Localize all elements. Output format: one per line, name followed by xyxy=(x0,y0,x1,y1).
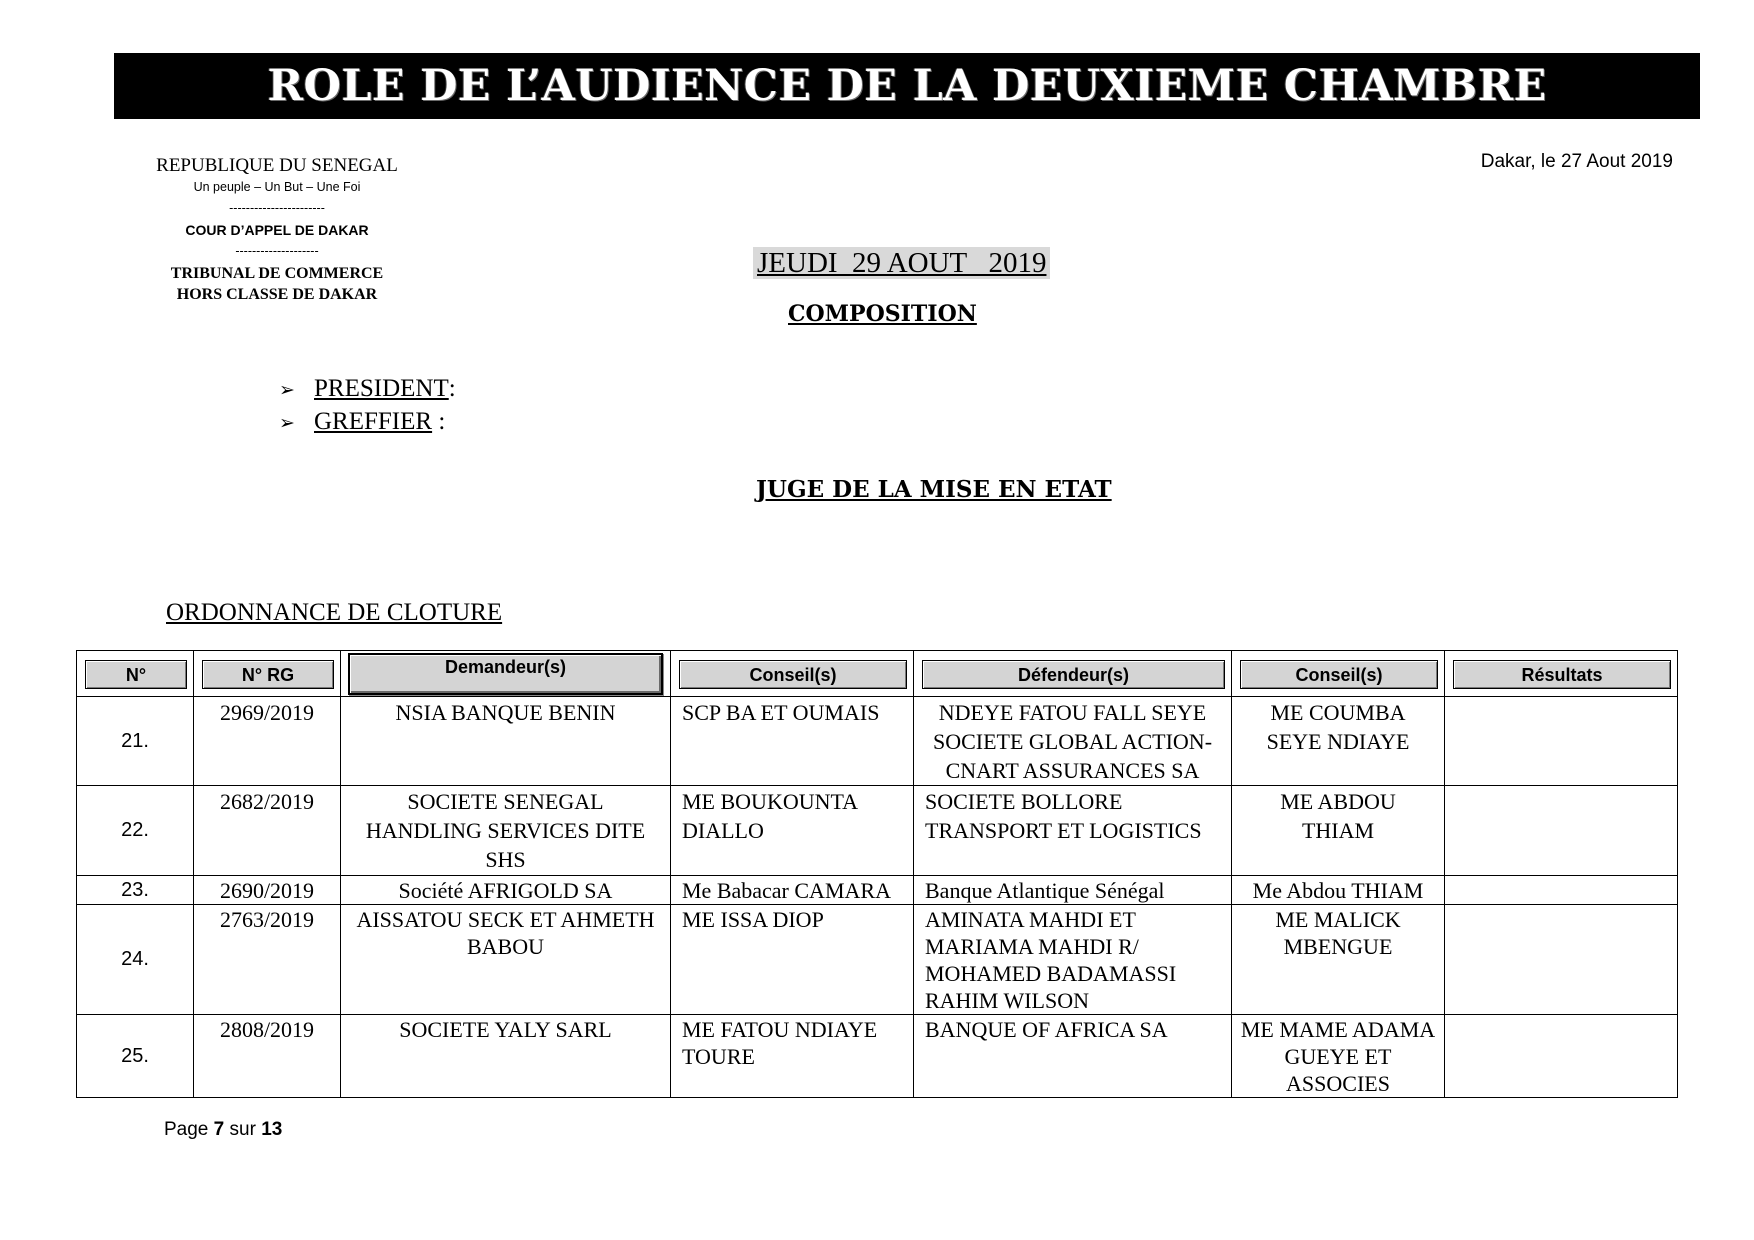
conseil-demandeur-cell: ME ISSA DIOP xyxy=(671,905,914,1015)
arrowhead-bullet-icon xyxy=(279,377,314,403)
banner-title: ROLE DE L’AUDIENCE DE LA DEUXIEME CHAMBRE xyxy=(267,60,1547,111)
rg-number-cell: 2969/2019 xyxy=(194,697,341,786)
header-cell-resultats xyxy=(1445,651,1678,697)
conseil-defendeur-cell: ME MALICK MBENGUE xyxy=(1232,905,1445,1015)
composition-label: PRESIDENT xyxy=(314,375,449,402)
hearing-date: JEUDI 29 AOUT 2019 xyxy=(753,247,1050,279)
resultats-cell xyxy=(1445,905,1678,1015)
letterhead xyxy=(130,155,424,306)
defendeur-cell: NDEYE FATOU FALL SEYE SOCIETE GLOBAL ACTION- CNART ASSURANCES SA xyxy=(914,697,1232,786)
table-row xyxy=(77,876,1678,905)
current-page-number: 7 xyxy=(213,1119,225,1140)
demandeur-cell: SOCIETE YALY SARL xyxy=(341,1015,671,1098)
letterhead-separator: ----------------------- xyxy=(229,201,325,215)
letterhead-motto: Un peuple – Un But – Une Foi xyxy=(193,179,361,194)
header-cell-defendeur xyxy=(914,651,1232,697)
composition-colon: : xyxy=(448,375,456,402)
page-footer xyxy=(164,1118,282,1142)
row-number-cell: 24. xyxy=(77,905,194,1015)
demandeur-cell: SOCIETE SENEGAL HANDLING SERVICES DITE SHS xyxy=(341,786,671,876)
defendeur-cell: AMINATA MAHDI ET MARIAMA MAHDI R/ MOHAMED BADAMASSI RAHIM WILSON xyxy=(914,905,1232,1015)
header-label-conseil: Conseil(s) xyxy=(679,660,907,689)
header-label-number: N° xyxy=(85,660,187,689)
header-label-defendeur: Défendeur(s) xyxy=(922,660,1225,689)
rg-number-cell: 2690/2019 xyxy=(194,876,341,905)
row-number-cell: 22. xyxy=(77,786,194,876)
resultats-cell xyxy=(1445,697,1678,786)
resultats-cell xyxy=(1445,1015,1678,1098)
rg-number-cell: 2763/2019 xyxy=(194,905,341,1015)
section-heading: ORDONNANCE DE CLOTURE xyxy=(166,599,503,626)
conseil-defendeur-cell: ME ABDOU THIAM xyxy=(1232,786,1445,876)
row-number-cell: 23. xyxy=(77,876,194,905)
letterhead-court: COUR D’APPEL DE DAKAR xyxy=(185,221,369,238)
row-number-cell: 25. xyxy=(77,1015,194,1098)
conseil-defendeur-cell: ME MAME ADAMA GUEYE ET ASSOCIES xyxy=(1232,1015,1445,1098)
letterhead-tribunal-line-1: TRIBUNAL DE COMMERCE xyxy=(170,264,384,282)
conseil-demandeur-cell: SCP BA ET OUMAIS xyxy=(671,697,914,786)
defendeur-cell: Banque Atlantique Sénégal xyxy=(914,876,1232,905)
page-of-label: sur xyxy=(229,1119,256,1140)
conseil-demandeur-cell: ME FATOU NDIAYE TOURE xyxy=(671,1015,914,1098)
composition-item-greffier xyxy=(279,409,456,442)
arrowhead-bullet-icon xyxy=(279,410,314,436)
resultats-cell xyxy=(1445,786,1678,876)
table-header-row xyxy=(77,651,1678,697)
defendeur-cell: BANQUE OF AFRICA SA xyxy=(914,1015,1232,1098)
composition-colon: : xyxy=(432,408,446,435)
hearing-roll-table xyxy=(76,650,1678,1098)
table-row xyxy=(77,786,1678,876)
document-date: Dakar, le 27 Aout 2019 xyxy=(1480,151,1673,172)
rg-number-cell: 2682/2019 xyxy=(194,786,341,876)
conseil-defendeur-cell: ME COUMBA SEYE NDIAYE xyxy=(1232,697,1445,786)
letterhead-republic: REPUBLIQUE DU SENEGAL xyxy=(156,155,398,176)
header-label-conseil: Conseil(s) xyxy=(1240,660,1438,689)
conseil-demandeur-cell: ME BOUKOUNTA DIALLO xyxy=(671,786,914,876)
demandeur-cell: AISSATOU SECK ET AHMETH BABOU xyxy=(341,905,671,1015)
composition-list xyxy=(279,376,456,442)
letterhead-separator: -------------------- xyxy=(235,244,319,258)
header-cell-conseil-defendeur xyxy=(1232,651,1445,697)
table-row xyxy=(77,1015,1678,1098)
row-number-cell: 21. xyxy=(77,697,194,786)
page-label: Page xyxy=(164,1119,209,1140)
title-banner xyxy=(114,53,1700,119)
composition-heading: COMPOSITION xyxy=(788,301,977,327)
header-cell-conseil-demandeur xyxy=(671,651,914,697)
letterhead-tribunal-line-2: HORS CLASSE DE DAKAR xyxy=(176,286,378,303)
total-pages-number: 13 xyxy=(261,1119,283,1140)
demandeur-cell: Société AFRIGOLD SA xyxy=(341,876,671,905)
header-cell-number xyxy=(77,651,194,697)
table-row xyxy=(77,905,1678,1015)
table-row xyxy=(77,697,1678,786)
composition-label: GREFFIER xyxy=(314,408,433,435)
header-label-rg: N° RG xyxy=(202,660,334,689)
resultats-cell xyxy=(1445,876,1678,905)
composition-item-president xyxy=(279,376,456,409)
judge-heading: JUGE DE LA MISE EN ETAT xyxy=(756,476,1112,503)
conseil-demandeur-cell: Me Babacar CAMARA xyxy=(671,876,914,905)
table-body xyxy=(77,697,1678,1098)
header-label-demandeur: Demandeur(s) xyxy=(348,653,663,695)
header-label-resultats: Résultats xyxy=(1453,660,1671,689)
header-cell-rg xyxy=(194,651,341,697)
conseil-defendeur-cell: Me Abdou THIAM xyxy=(1232,876,1445,905)
header-cell-demandeur xyxy=(341,651,671,697)
rg-number-cell: 2808/2019 xyxy=(194,1015,341,1098)
defendeur-cell: SOCIETE BOLLORE TRANSPORT ET LOGISTICS xyxy=(914,786,1232,876)
demandeur-cell: NSIA BANQUE BENIN xyxy=(341,697,671,786)
